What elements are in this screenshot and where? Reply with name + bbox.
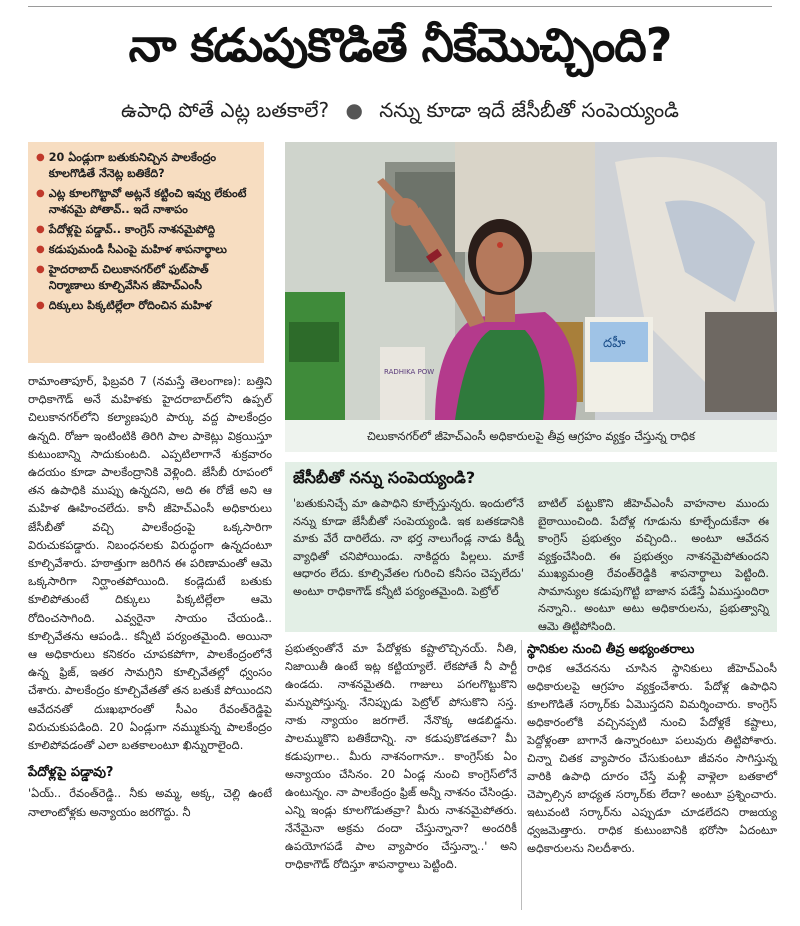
quote-box-title: జేసీబీతో నన్ను సంపెయ్యండి? <box>293 468 476 487</box>
highlight-item: ● పేదోళ్లపై పడ్డావ్.. కాంగ్రెస్ నాశనమైపోద్ది <box>36 223 216 236</box>
quote-box <box>285 462 777 632</box>
column-divider <box>521 640 522 910</box>
subheadline <box>0 98 800 127</box>
article-body-right: రాధిక ఆవేదనను చూసిన స్థానికులు జీహెచ్‌ఎంసీ అధికారులపై ఆగ్రహం వ్యక్తంచేశారు. పేదోళ్ల ఉపాధిని కూలగొడితే సర్కార్‌కు ఏమొస్తదని విమర్శించారు. కాంగ్రెస్ అధికారంలోకి వచ్చినప్పటి నుంచి పేదోళ్లకే కష్టాలు, పెద్దోళ్లంతా బాగానే ఉన్నారంటూ పలువురు తిట్టిపోశారు. చిన్నా చితక వ్యాపారం చేసుకుంటూ జీవనం సాగిస్తున్న వారికి ఉపాధి దూరం చేస్తే మళ్లీ వాళ్లెలా బతకాలో చెప్పాల్సిన బాధ్యత సర్కార్‌కు లేదా? అంటూ ప్రశ్నించారు. ఇటువంటి సర్కార్‌ను ఎప్పుడూ చూడలేదని రాజయ్య ధ్వజమెత్తారు. రాధిక కుటుంబానికి భరోసా ఏదంటూ అధికారులను నిలదీశారు. <box>527 662 777 855</box>
bullet-icon: ● <box>36 188 45 199</box>
article-body: రామాంతాపూర్, ఫిబ్రవరి 7 (నమస్తే తెలంగాణ): బత్తిని రాధికాగౌడ్ అనే మహిళకు హైదరాబాద్‌లోని ఉప్పల్ చిలుకానగర్‌లోని కల్యాణపురి పార్కు వద్ద పాలకేంద్రం ఉన్నది. రోజూ ఇంటింటికి తిరిగి పాల పాకెట్లు విక్రయిస్తూ కుటుంబాన్ని సాదుకుంటది. ఎప్పటిలాగానే శుక్రవారం ఉదయం కూడా పాలకేంద్రానికి వెళ్లింది. జేసీబీ రూపంలో తన ఉపాధికి ముప్పు ఉన్నదని, అది ఈ రోజే అని ఆ మహిళ ఊహించలేదు. కానీ జీహెచ్‌ఎంసీ అధికారులు జేసీబీతో వచ్చి పాలకేంద్రంపై ఒక్కసారిగా విరుచుకపడ్డారు. నిబంధనలకు విరుద్ధంగా ఉన్నదంటూ కూల్చివేశారు. హఠాత్తుగా జరిగిన ఈ పరిణామంతో ఆమె ఒక్కసారిగా నిర్ఘాంతపోయింది. కండ్లెదుటే బతుకు కూలిపోతుంటే దిక్కులు పిక్కటిల్లేలా ఆమె రోదించసాగింది. ఎవ్వరైనా సాయం చేయండి.. కూల్చివేతను ఆపండి.. కన్నీటి పర్యంతమైంది. అయినా ఆ అధికారులు కనికరం చూపకపోగా, పాలకేంద్రంలోనే ఉన్న ఫ్రిజ్, ఇతర సామగ్రిని కూల్చివేతల్లో ధ్వంసం చేశారు. పాలకేంద్రం కూల్చివేతతో తన బతుకే పోయిందని ఆవేదనతో దుఃఖభారంతో సీఎం రేవంత్‌రెడ్డిపై విరుచుకుపడింది. 20 ఏండ్లుగా నమ్ముకున్న పాలకేంద్రం కూలిపోవడంతో ఎలా బతకాలంటూ ఖిన్నురాలైంది. <box>28 374 272 753</box>
highlight-item: ● 20 ఏండ్లుగా బతుకునిచ్చిన పాలకేంద్రం కూలగొడితే నేనెట్ల బతికేది? <box>36 151 217 180</box>
news-photo <box>285 142 777 420</box>
sign-text: RADHIKA POW <box>384 368 435 376</box>
headline: నా కడుపుకొడితే నీకేమొచ్చింది? <box>128 18 672 72</box>
quote-box-column-1: 'బతుకునిచ్చే మా ఉపాధిని కూల్చేస్తున్నరు. ఇందులోనే నన్ను కూడా జేసీబీతో సంపెయ్యండి. ఇక బతకడానికి మాకు వేరే దారిలేదు. నా భర్త నాలుగేండ్ల నాడు కిడ్నీ వ్యాధితో చనిపోయిండు. నాకిద్దరు పిల్లలు. మాకే ఆధారం లేదు. కూల్చివేతల గురించి కనీసం చెప్పలేదు' అంటూ రాధికాగౌడ్ కన్నీటి పర్యంతమైంది. పెట్రోల్ <box>293 497 524 598</box>
subheadline-separator: ● <box>345 98 363 122</box>
middle-column <box>285 640 517 874</box>
left-column <box>28 372 272 821</box>
bullet-icon: ● <box>36 224 45 235</box>
highlight-item: ● హైదరాబాద్ చిలుకానగర్‌లో ఫుట్‌పాత్ నిర్మాణాలు కూల్చివేసిన జీహెచ్‌ఎంసీ <box>36 263 209 292</box>
bullet-icon: ● <box>36 152 45 163</box>
photo-caption: చిలుకానగర్‌లో జీహెచ్‌ఎంసీ అధికారులపై తీవ్ర ఆగ్రహం వ్యక్తం చేస్తున్న రాధిక <box>285 420 777 452</box>
article-body-middle: ప్రభుత్వంతోనే మా పేదోళ్లకు కష్టాలొచ్చినయ్. నీతి, నిజాయితీ ఉంటే ఇట్ల కట్టియ్యాలే. లేకపోతే నీ పార్టీ ఉండదు. నాశనమైతది. గాజులు పగలగొట్టుకొని మన్నుపోస్తున్న. నేనిప్పుడు పెట్రోల్ పోసుకొని సస్త. నాకు న్యాయం జరగాలే. నేనొక్క ఆడబిడ్డను. పాలమ్ముకొని బతికేదాన్ని. నా కడుపుకొడతవా? మీ కడుపుగాల.. మీరు నాశనంగానూ.. కాంగ్రెస్‌కు ఏం అన్యాయం చేసినం. 20 ఏండ్ల నుంచి కాంగ్రెస్‌లోనే ఉంటున్నం. నా పాలకేంద్రం ఫ్రిజ్ అన్నీ నాశనం చేసిండ్రు. ఎన్ని ఇండ్లు కూలగొడుతవ్రా? మీరు నాశనమైపోతరు. నేనేమైనా అక్రమ దందా చేస్తున్నానా? అందరికీ ఉపయోగపడే పాల వ్యాపారం చేస్తున్నా..' అని రాధికాగౌడ్ రోదిస్తూ శాపనార్థాలు పెట్టింది. <box>285 642 517 871</box>
quote-box-column-2: బాటిల్ పట్టుకొని జీహెచ్‌ఎంసీ వాహనాల ముందు బైఠాయించింది. పేదోళ్ల గూడును కూల్చేందుకేనా ఈ కాంగ్రెస్ ప్రభుత్వం వచ్చింది.. అంటూ ఆవేదన వ్యక్తంచేసింది. ఈ ప్రభుత్వం నాశనమైపోతుందని ముఖ్యమంత్రి రేవంత్‌రెడ్డికి శాపనార్థాలు పెట్టింది. సామాన్యుల కడుపుగొట్టి బాజాన పడేస్తే ఏముస్తుందిరా నన్నాని.. అంటూ అటు అధికారులను, ప్రభుత్వాన్ని ఆమె తిట్టిపోసింది. <box>538 497 769 633</box>
highlight-item: ● దిక్కులు పిక్కటిల్లేలా రోదించిన మహిళ <box>36 299 212 312</box>
subheadline-left: ఉపాధి పోతే ఎట్ల బతకాలే? <box>121 98 330 122</box>
photo-illustration <box>285 142 777 420</box>
brand-text: దహీ <box>603 336 626 351</box>
bullet-icon: ● <box>36 264 45 275</box>
subheadline-right: నన్ను కూడా ఇదే జేసీబీతో సంపెయ్యండి <box>379 98 679 122</box>
bullet-icon: ● <box>36 300 45 311</box>
right-column <box>527 640 777 858</box>
highlight-item: ● ఎట్ల కూలగొట్టావో అట్లనే కట్టించి ఇవ్వు లేకుంటే నాశనమై పోతావ్.. ఇదే నాశాపం <box>36 187 247 216</box>
section-subhead: పేదోళ్లపై పడ్డావు? <box>28 765 114 781</box>
section-subhead: స్థానికుల నుంచి తీవ్ర అభ్యంతరాలు <box>527 641 695 656</box>
top-rule <box>28 6 772 7</box>
article-body-continued: 'ఏయ్.. రేవంత్‌రెడ్డి.. నీకు అమ్మ, అక్క, చెల్లి ఉంటే నాలాంటోళ్లకు అన్యాయం జరగొద్దు. నీ <box>28 786 272 819</box>
bullet-icon: ● <box>36 244 45 255</box>
highlight-item: ● కడుపుమండి సీఎంపై మహిళ శాపనార్థాలు <box>36 243 227 256</box>
highlights-box <box>28 142 264 363</box>
